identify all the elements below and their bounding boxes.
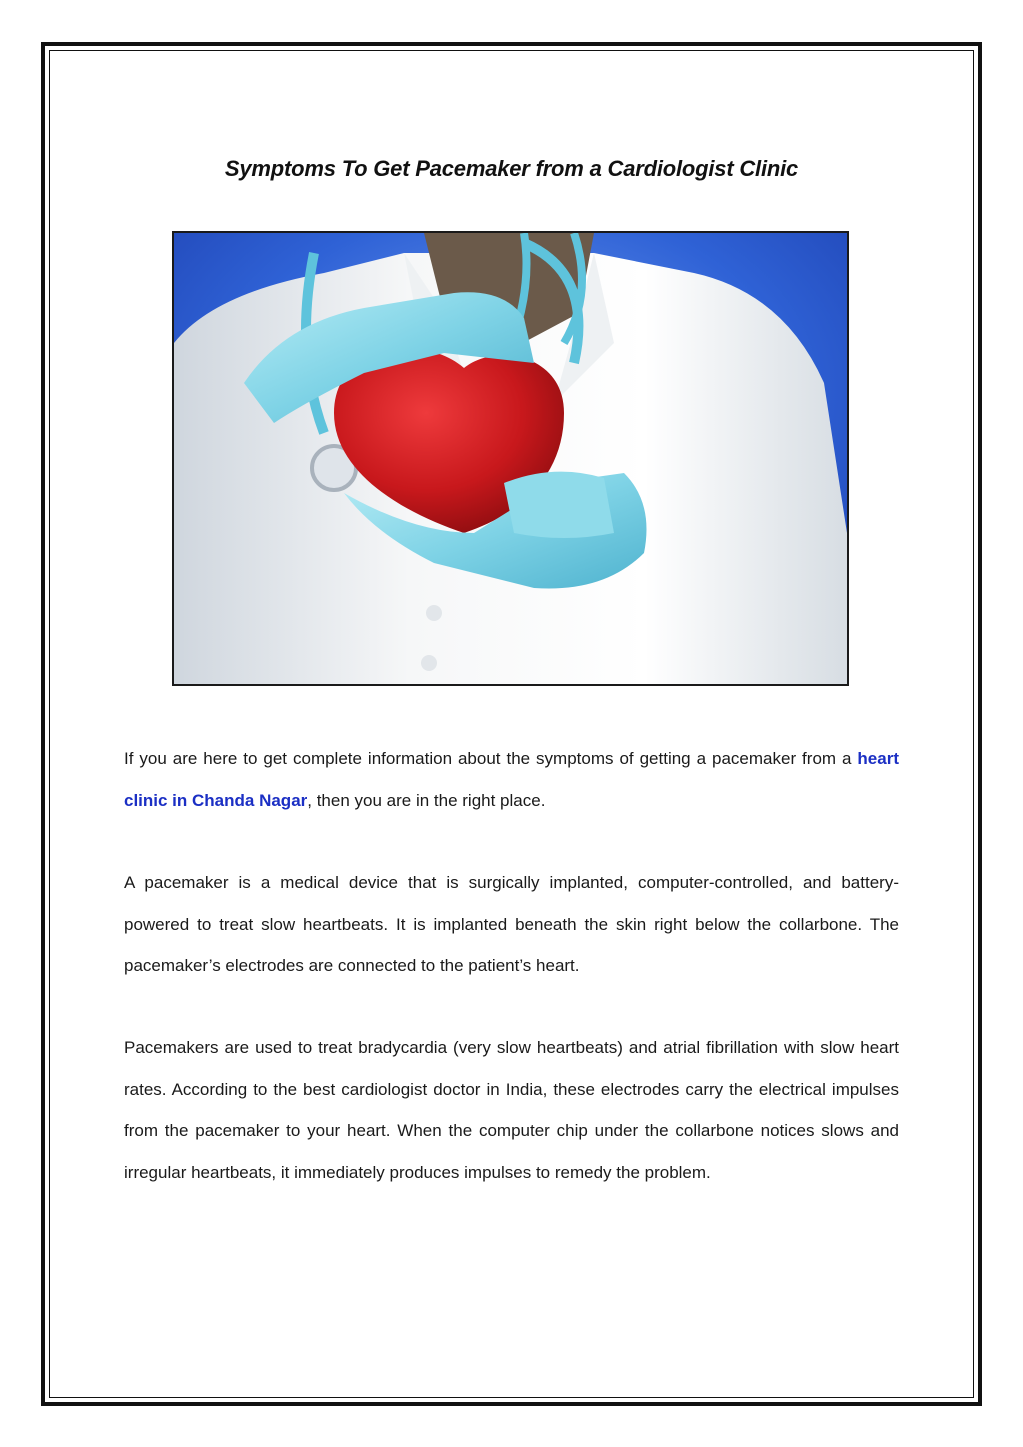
heart-clinic-link[interactable]: heart clinic in Chanda Nagar bbox=[124, 749, 899, 810]
pacemaker-usage-paragraph: Pacemakers are used to treat bradycardia (very slow heartbeats) and atrial fibrillation with slow heart rates. According to the best cardiologist doctor in India, these electrodes carry the electrical impulses from the pacemaker to your heart. When the computer chip under the collarbone notices slows and irregular heartbeats, it immediately produces impulses to remedy the problem. bbox=[124, 1038, 899, 1182]
doctor-heart-illustration bbox=[174, 233, 847, 684]
intro-paragraph bbox=[124, 738, 899, 821]
pacemaker-definition-paragraph: A pacemaker is a medical device that is surgically implanted, computer-controlled, and battery-powered to treat slow heartbeats. It is implanted beneath the skin right below the collarbone. The pacemaker’s electrodes are connected to the patient’s heart. bbox=[124, 873, 899, 975]
doctor-heart-photo bbox=[172, 231, 849, 686]
page-title: Symptoms To Get Pacemaker from a Cardiologist Clinic bbox=[224, 156, 799, 181]
intro-text-after: , then you are in the right place. bbox=[307, 790, 546, 810]
intro-text-before: If you are here to get complete information about the symptoms of getting a pacemaker from a bbox=[124, 749, 858, 768]
